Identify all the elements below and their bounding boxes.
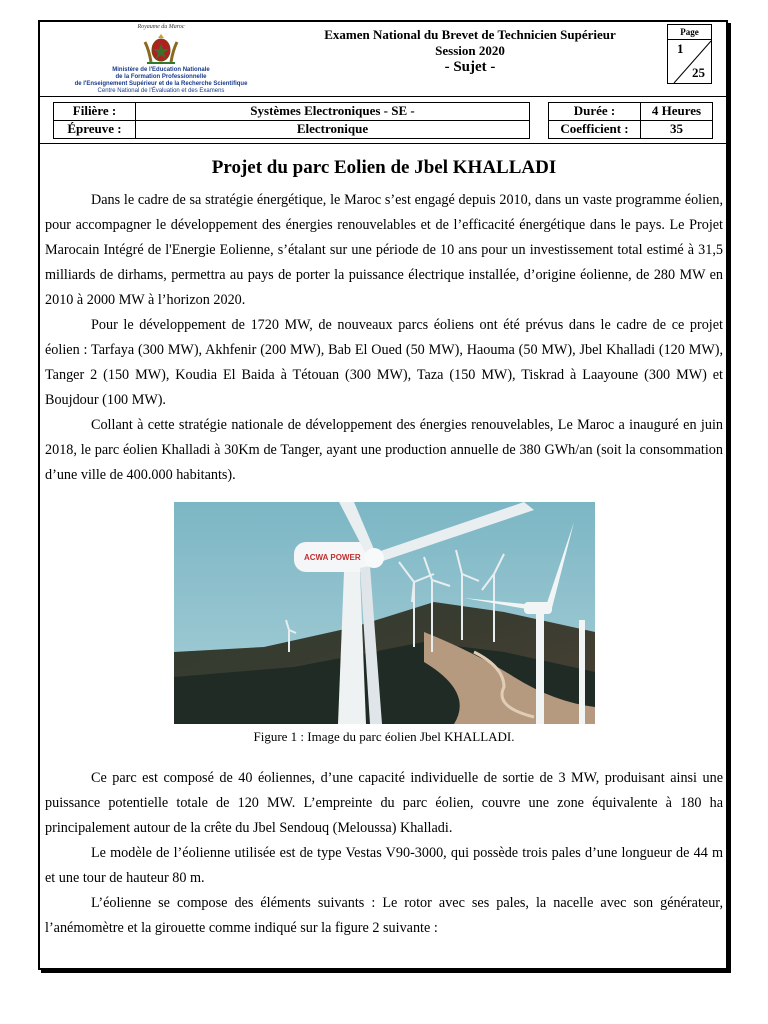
paragraph-5: Le modèle de l’éolienne utilisée est de type Vestas V90-3000, qui possède trois pales d’une longueur de 44 m et une tour de hauteur 80 m. [45,845,723,886]
ministry-line-3: de l'Enseignement Supérieur et de la Recherche Scientifique [74,81,248,87]
epreuve-label: Épreuve : [53,120,136,139]
turbine-brand-text: ACWA POWER [303,553,361,562]
coefficient-label: Coefficient : [548,120,641,139]
figure-caption: Figure 1 : Image du parc éolien Jbel KHALLADI. [253,729,515,744]
centre-line: Centre National de l'Évaluation et des Examens [97,88,225,94]
header-divider [40,96,726,97]
session-label: Session 2020 [435,43,505,58]
document-title: Projet du parc Eolien de Jbel KHALLADI [211,157,557,178]
paragraph-2: Pour le développement de 1720 MW, de nouveaux parcs éoliens ont été prévus dans le cadre de ce projet éolien : Tarfaya (300 MW), Akhfenir (200 MW), Bab El Oued (50 MW), Haouma (50 MW), Jbel Khalladi (120 MW), Tanger 2 (150 MW), Koudia El Baida à Tétouan (300 MW), Taza (150 MW), Tiskrad à Laayoune (300 MW) et Boujdour (100 MW). [45,317,723,408]
paragraph-3: Collant à cette stratégie nationale de développement des énergies renouvelables, Le Maroc a inauguré en juin 2018, le parc éolien Khalladi à 30Km de Tanger, ayant une production annuelle de 380 GWh/an (soit la consommation d’une ville de 400.000 habitants). [45,417,723,483]
page-divider-line [668,39,713,85]
paragraph-1: Dans le cadre de sa stratégie énergétique, le Maroc s’est engagé depuis 2010, dans un vaste programme éolien, pour accompagner le développement des énergies renouvelables et de l’efficacité énergétique dans le pays. Le Projet Marocain Intégré de l'Energie Eolienne, s’étalant sur une période de 10 ans pour un investissement total estimé à 31,5 milliards de dirhams, permettra au pays de porter la puissance électrique installée, d’origine éolienne, de 280 MW en 2010 à 2000 MW à l’horizon 2020. [45,192,723,308]
paragraph-4: Ce parc est composé de 40 éoliennes, d’une capacité individuelle de sortie de 3 MW, produisant ainsi une puissance potentielle totale de 120 MW. L’empreinte du parc éolien, couvre une zone équivalente à 180 ha principalement autour de la crête du Jbel Sendouq (Meloussa) Khalladi. [45,770,723,836]
sujet-label: - Sujet - [444,59,496,75]
wind-farm-image [174,502,595,724]
paragraph-6: L’éolienne se compose des éléments suivants : Le rotor avec ses pales, la nacelle avec son générateur, l’anémomètre et la girouette comme indiqué sur la figure 2 suivante : [45,895,723,936]
page-counter [667,24,712,84]
wind-farm-photo [174,502,595,724]
kingdom-label: Royaume du Maroc [137,24,185,30]
ministry-logo [56,24,266,96]
page-number: 1 [677,41,684,56]
ministry-line-2: de la Formation Professionnelle [115,74,207,80]
page-total: 25 [692,65,705,80]
epreuve-value: Electronique [135,120,530,139]
coat-of-arms-icon [141,32,181,66]
duree-label: Durée : [548,102,641,121]
ministry-line-1: Ministère de l'Education Nationale [112,67,210,73]
info-divider [40,143,726,144]
page-label: Page [668,25,711,40]
exam-title: Examen National du Brevet de Technicien Supérieur [324,27,616,42]
exam-title-block [270,27,670,75]
duree-value: 4 Heures [640,102,713,121]
coefficient-value: 35 [640,120,713,139]
filiere-label: Filière : [53,102,136,121]
filiere-value: Systèmes Electroniques - SE - [135,102,530,121]
document-body [45,152,723,941]
